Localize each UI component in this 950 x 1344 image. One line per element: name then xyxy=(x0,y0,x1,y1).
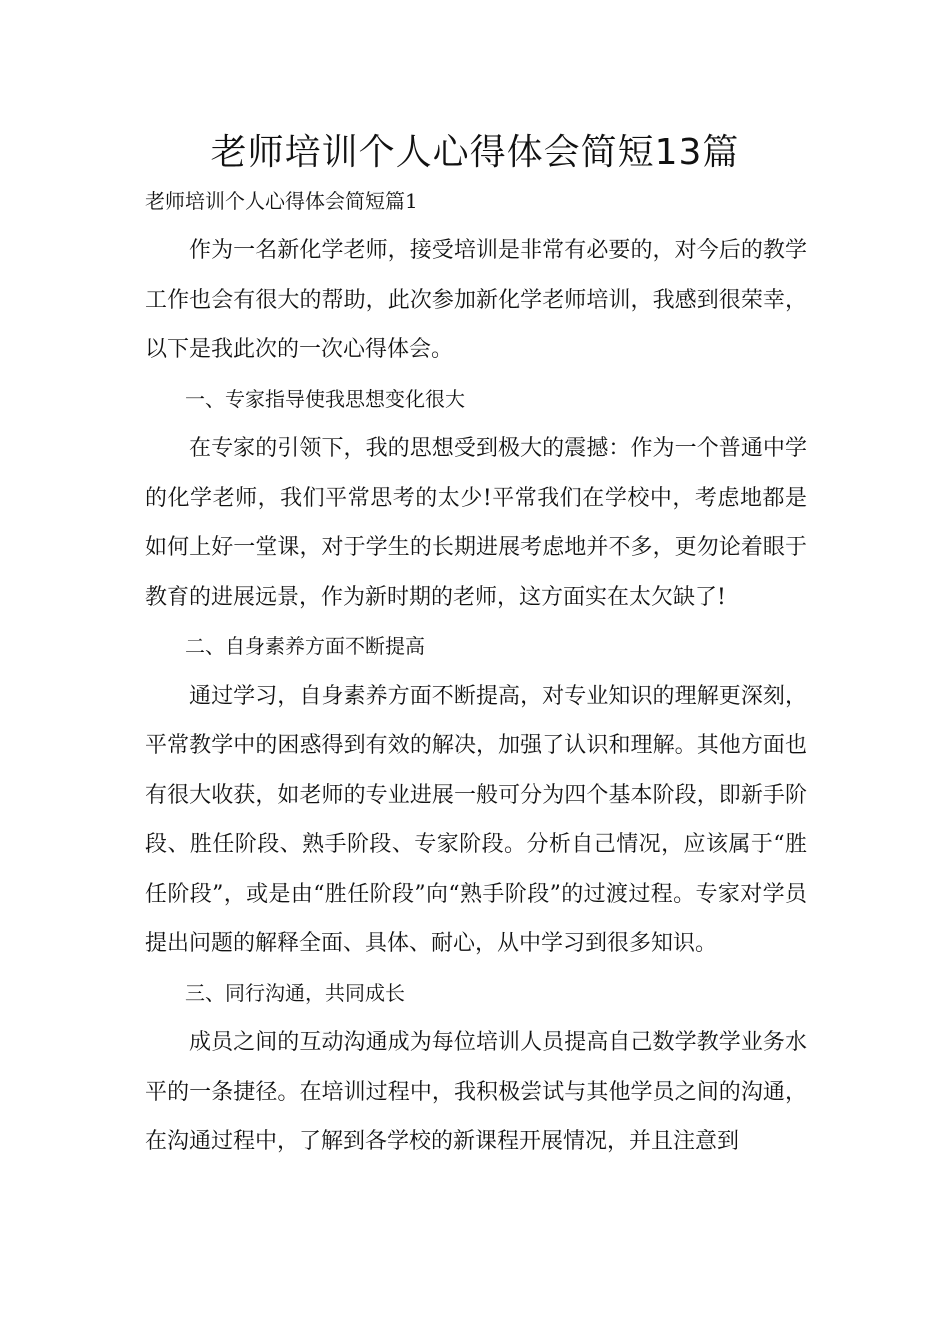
section-title: 老师培训个人心得体会简短篇1 xyxy=(145,189,418,213)
document-title: 老师培训个人心得体会简短13篇 xyxy=(210,132,740,173)
paragraph-peer-communication: 成员之间的互动沟通成为每位培训人员提高自己数学教学业务水平的一条捷径。在培训过程中，我积极尝试与其他学员之间的沟通，在沟通过程中，了解到各学校的新课程开展情况，并且注意到 xyxy=(145,1030,807,1154)
subheading-peer-communication: 三、同行沟通，共同成长 xyxy=(185,980,405,1005)
subheading-expert-guidance: 一、专家指导使我思想变化很大 xyxy=(185,386,465,411)
document-body xyxy=(145,226,807,1167)
paragraph-self-improvement: 通过学习，自身素养方面不断提高，对专业知识的理解更深刻，平常教学中的困惑得到有效的解决，加强了认识和理解。其他方面也有很大收获，如老师的专业进展一般可分为四个基本阶段，即新手阶段、胜任阶段、熟手阶段、专家阶段。分析自己情况，应该属于“胜任阶段”，或是由“胜任阶段”向“熟手阶段”的过渡过程。专家对学员提出问题的解释全面、具体、耐心，从中学习到很多知识。 xyxy=(145,683,807,956)
paragraph-intro: 作为一名新化学老师，接受培训是非常有必要的，对今后的教学工作也会有很大的帮助，此次参加新化学老师培训，我感到很荣幸，以下是我此次的一次心得体会。 xyxy=(145,238,807,362)
subheading-self-improvement: 二、自身素养方面不断提高 xyxy=(185,634,425,658)
paragraph-expert-guidance: 在专家的引领下，我的思想受到极大的震撼：作为一个普通中学的化学老师，我们平常思考的太少!平常我们在学校中，考虑地都是如何上好一堂课，对于学生的长期进展考虑地并不多，更勿论着眼于教育的进展远景，作为新时期的老师，这方面实在太欠缺了! xyxy=(145,436,807,610)
